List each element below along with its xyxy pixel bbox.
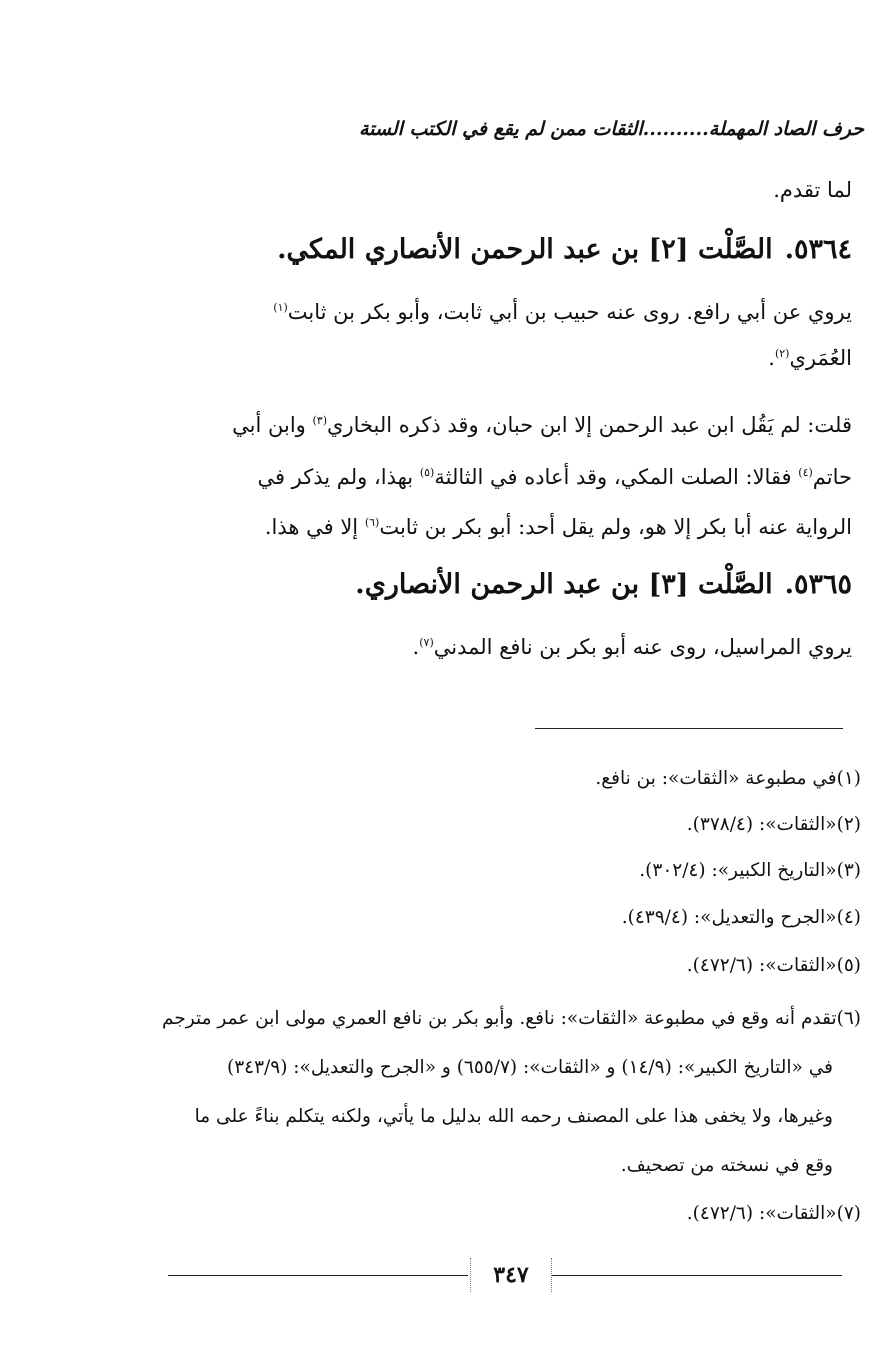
entry-name: الصَّلْت [٢] بن عبد الرحمن الأنصاري المكي.: [277, 234, 773, 265]
text-run: الرواية عنه أبا بكر إلا هو، ولم يقل أحد: أبو بكر بن ثابت: [379, 515, 852, 539]
qult-line-3: [265, 515, 852, 539]
footnote-6-line-3: وغيرها، ولا يخفى هذا على المصنف رحمه الله بدليل ما يأتي، ولكنه يتكلم بناءً على ما: [194, 1106, 833, 1127]
footnote-ref[interactable]: (٧): [419, 636, 434, 649]
footer-rule-left: [168, 1275, 468, 1276]
footnote-2: (٢)«الثقات»: (٣٧٨/٤).: [686, 814, 861, 835]
entry-5365-heading: [355, 569, 852, 600]
entry-name: الصَّلْت [٣] بن عبد الرحمن الأنصاري.: [355, 569, 773, 600]
text-run: العُمَري: [789, 346, 852, 370]
running-header: حرف الصاد المهملة..........الثقات ممن لم يقع في الكتب الستة: [358, 118, 864, 140]
entry-5364-line-2: [768, 346, 852, 370]
footnote-6-line-2: في «التاريخ الكبير»: (١٤/٩) و «الثقات»: (٦٥٥/٧) و «الجرح والتعديل»: (٣٤٣/٩): [227, 1057, 833, 1078]
page-number: ٣٤٧: [470, 1258, 552, 1292]
footnote-7: (٧)«الثقات»: (٤٧٢/٦).: [686, 1203, 861, 1224]
footnote-ref[interactable]: (٣): [312, 414, 328, 427]
footnote-5: (٥)«الثقات»: (٤٧٢/٦).: [686, 955, 861, 976]
intro-text: لما تقدم.: [773, 178, 852, 202]
footnote-separator: [535, 728, 843, 729]
entry-5364-heading: [277, 234, 852, 265]
footnote-3: (٣)«التاريخ الكبير»: (٣٠٢/٤).: [639, 860, 861, 881]
entry-5365-line-1: [413, 635, 852, 659]
footnote-ref[interactable]: (٥): [419, 466, 435, 479]
qult-line-1: [232, 413, 852, 437]
text-run: يروي عن أبي رافع. روى عنه حبيب بن أبي ثابت، وأبو بكر بن ثابت: [287, 300, 852, 324]
text-run: .: [412, 635, 420, 659]
entry-number: ٥٣٦٥.: [784, 569, 852, 600]
entry-5364-line-1: [273, 300, 852, 324]
footnote-ref[interactable]: (٤): [798, 466, 813, 479]
text-run: يروي المراسيل، روى عنه أبو بكر بن نافع المدني: [433, 635, 852, 659]
footer-rule-right: [552, 1275, 842, 1276]
entry-number: ٥٣٦٤.: [784, 234, 852, 265]
text-run: .: [768, 346, 775, 370]
footnote-ref[interactable]: (١): [273, 301, 288, 314]
text-run: إلا في هذا.: [264, 515, 365, 539]
footnote-ref[interactable]: (٢): [774, 347, 790, 360]
footnote-1: (١)في مطبوعة «الثقات»: بن نافع.: [595, 768, 861, 789]
text-run: وابن أبي: [232, 413, 313, 437]
text-run: فقالا: الصلت المكي، وقد أعاده في الثالثة: [434, 465, 799, 489]
footnote-ref[interactable]: (٦): [364, 516, 380, 529]
footnote-4: (٤)«الجرح والتعديل»: (٤٣٩/٤).: [621, 907, 861, 928]
qult-line-2: [257, 465, 852, 489]
footnote-6-line-1: (٦)تقدم أنه وقع في مطبوعة «الثقات»: نافع. وأبو بكر بن نافع العمري مولى ابن عمر مترجم: [162, 1008, 861, 1029]
text-run: قلت: لم يَقُل ابن عبد الرحمن إلا ابن حبان، وقد ذكره البخاري: [327, 413, 852, 437]
footnote-6-line-4: وقع في نسخته من تصحيف.: [620, 1155, 833, 1176]
text-run: حاتم: [812, 465, 852, 489]
text-run: بهذا، ولم يذكر في: [257, 465, 420, 489]
